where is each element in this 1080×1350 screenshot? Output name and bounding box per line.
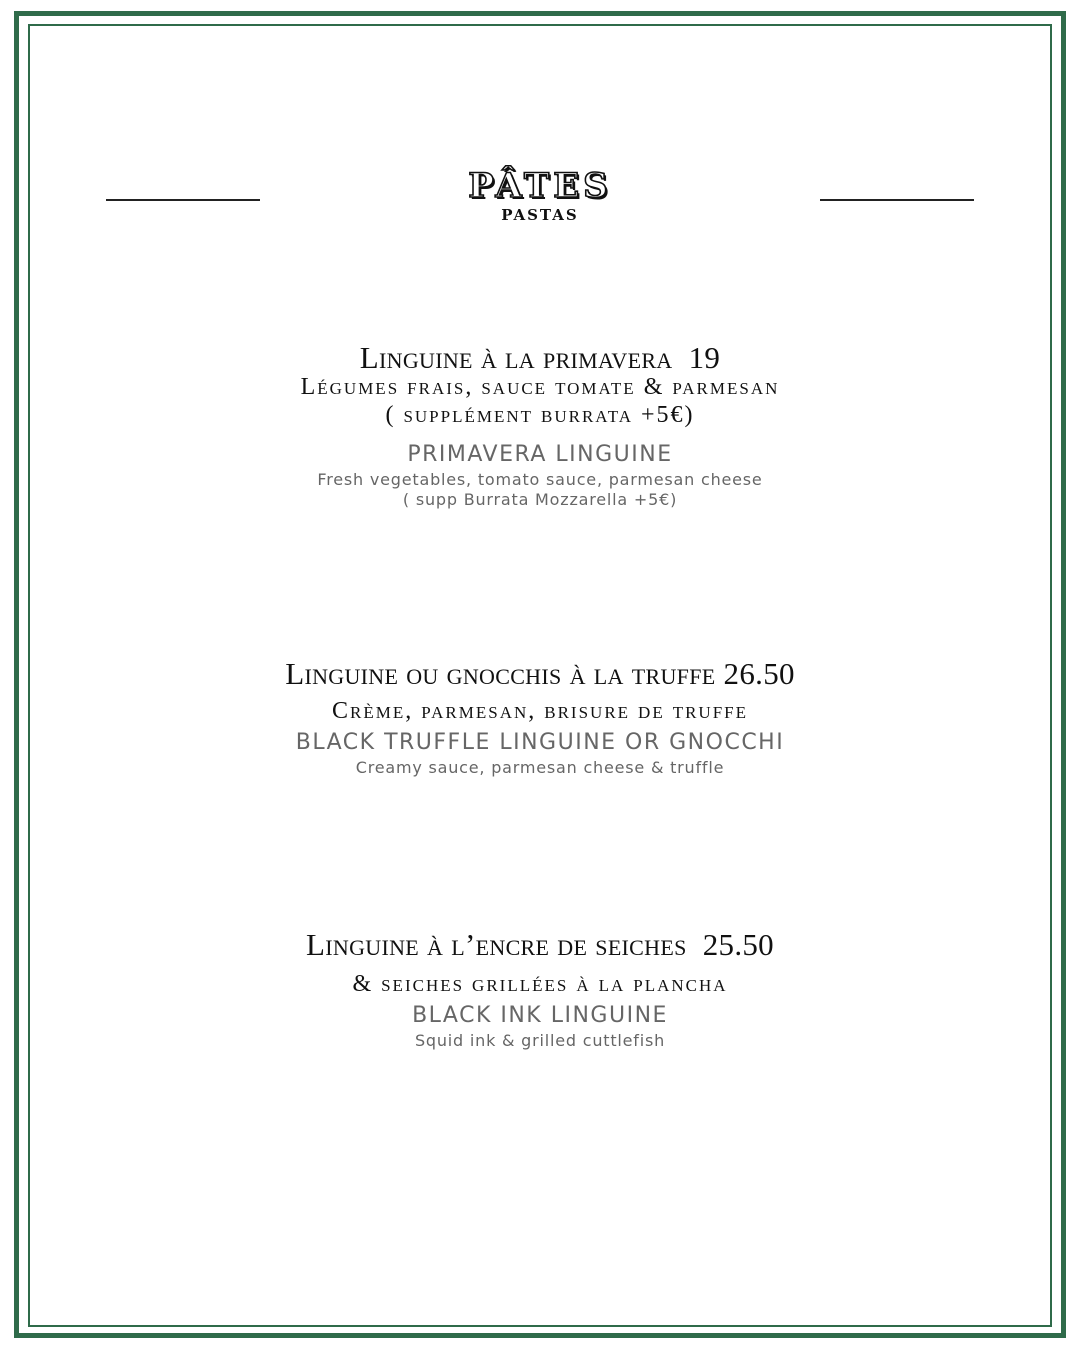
- section-title: PÂTES: [468, 166, 612, 206]
- menu-item-primavera: [0, 340, 1080, 509]
- dish-name-en: PRIMAVERA LINGUINE: [407, 442, 673, 467]
- dish-name-fr: Linguine à la primavera 19: [359, 340, 721, 375]
- dish-description-fr: & seiches grillées à la plancha: [352, 971, 728, 997]
- menu-item-truffle: [0, 656, 1080, 778]
- dish-supplement-en: ( supp Burrata Mozzarella +5€): [402, 490, 678, 509]
- dish-name-en: BLACK INK LINGUINE: [412, 1003, 668, 1028]
- dish-description-en: Fresh vegetables, tomato sauce, parmesan cheese: [317, 470, 763, 489]
- dish-description-fr: Légumes frais, sauce tomate & parmesan: [300, 374, 780, 400]
- dish-name-fr: Linguine ou gnocchis à la truffe 26.50: [285, 656, 795, 691]
- dish-description-en: Squid ink & grilled cuttlefish: [414, 1031, 666, 1050]
- dish-name-en: BLACK TRUFFLE LINGUINE OR GNOCCHI: [295, 730, 785, 755]
- dish-supplement-fr: ( supplément burrata +5€): [385, 402, 695, 428]
- dish-description-en: Creamy sauce, parmesan cheese & truffle: [355, 758, 725, 777]
- dish-name-fr: Linguine à l’encre de seiches 25.50: [306, 927, 774, 962]
- dish-description-fr: Crème, parmesan, brisure de truffe: [332, 698, 748, 724]
- section-subtitle: PASTAS: [501, 206, 579, 224]
- menu-item-black-ink: [0, 927, 1080, 1051]
